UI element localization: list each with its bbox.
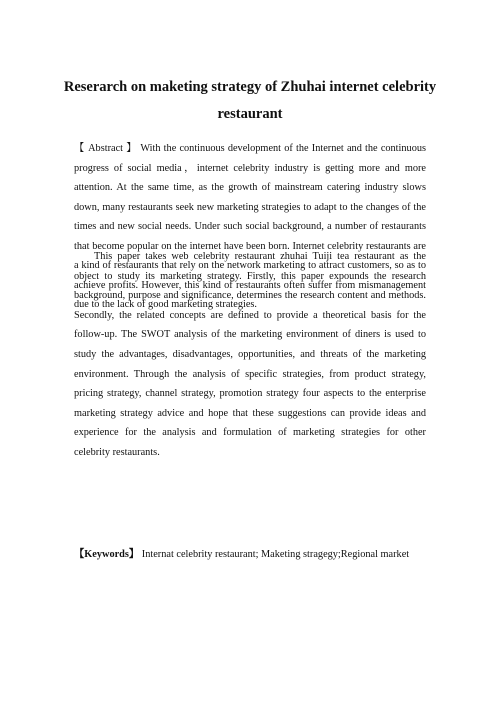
document-title: Reserarch on maketing strategy of Zhuhai internet celebrity restaurant: [63, 79, 437, 122]
abstract-text: With the continuous development of the Internet and the continuous progress of social media，internet celebrity industry is getting more and more attention. At the same time, as the growth of mainstream catering industry slows down, many restaurants seek new marketing strategies to adapt to the changes of the times and new social needs. Under such social background, a number of restaurants that become popular on the internet have been born. Internet celebrity restaurants are a kind of restaurants that rely on the network marketing to attract customers, so as to achieve profits. However, this kind of restaurants often suffer from mismanagement due to the lack of good marketing strategies.: [74, 143, 427, 310]
keywords-label: 【Keywords】: [74, 549, 140, 560]
abstract-label: 【 Abstract 】: [74, 143, 138, 154]
keywords-line: [74, 545, 434, 565]
keywords-text: Internat celebrity restaurant; Maketing stragegy;Regional market: [141, 549, 410, 560]
body-paragraph: This paper takes web celebrity restaurant zhuhai Tuiji tea restaurant as the object to study its marketing strategy. Firstly, this paper expounds the research background, purpose and significance, determines the research content and methods. Secondly, the related concepts are defined to provide a theoretical basis for the follow-up. The SWOT analysis of the marketing environment of diners is used to study the advantages, disadvantages, opportunities, and threats of the marketing environment. Through the analysis of specific strategies, from product strategy, pricing strategy, channel strategy, promotion strategy four aspects to the enterprise marketing strategy advice and hope that these suggestions can provide ideas and experience for the analysis and formulation of marketing strategies for other celebrity restaurants.: [74, 251, 426, 458]
